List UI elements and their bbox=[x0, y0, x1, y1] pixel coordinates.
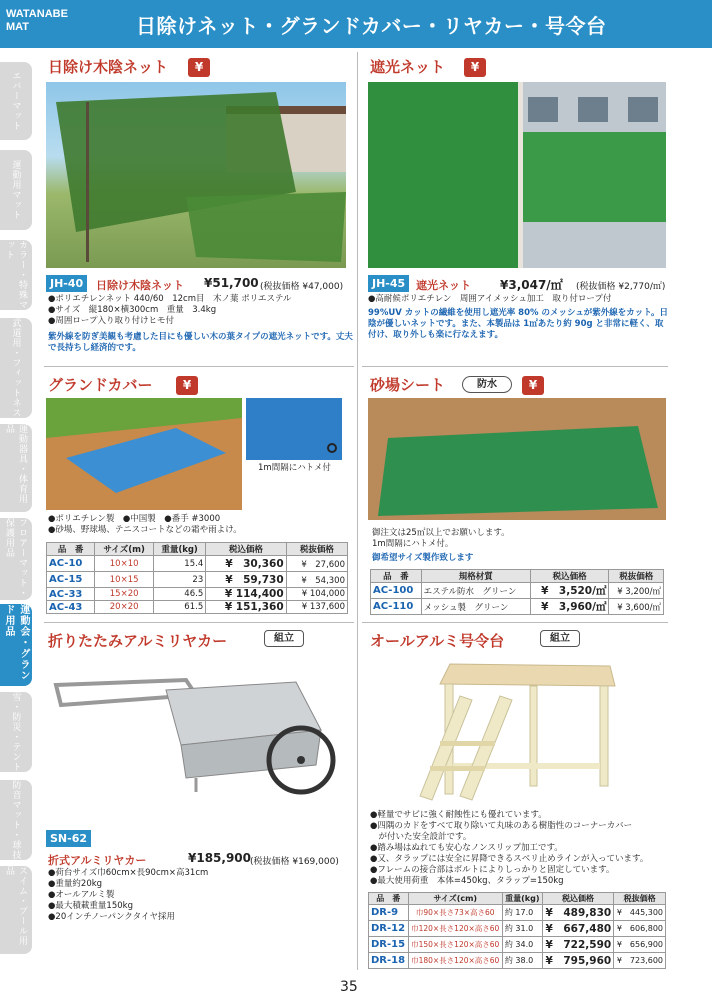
divider bbox=[362, 622, 668, 623]
sidebar-tab-5[interactable]: 運動器具・体育用品 bbox=[0, 424, 32, 512]
tax-exclusive-price: (税抜価格 ¥47,000) bbox=[260, 282, 344, 292]
product-photo bbox=[400, 656, 620, 804]
brand-logo: WATANABE MAT bbox=[6, 8, 68, 33]
assembly-badge: 組立 bbox=[264, 630, 304, 647]
price-tag-icon: ¥ bbox=[522, 376, 544, 395]
product-photo bbox=[46, 660, 346, 800]
table-row: AC-110 メッシュ製 グリーン ¥ 3,960/㎡ ¥ 3,600/㎡ bbox=[371, 599, 664, 615]
table-row: DR-18 巾180×長さ120×高さ60 約 38.0 ¥ 795,960 ¥ 723,600 bbox=[369, 953, 666, 969]
column-divider bbox=[357, 52, 358, 970]
price-tag-icon: ¥ bbox=[176, 376, 198, 395]
product-specs: ●軽量でサビに強く耐蝕性にも優れています。 ●四隅のカドをすべて取り除いて丸味のある樹脂性のコーナーカバー が付いた安全設計です。 ●踏み場はぬれても安心なノンスリップ加工です。 ●又、タラップには安全に昇降できるスベリ止めラインが入っています。 ●フレームの接合部はボルトによりしっかりと固定しています。 ●最大使用荷重 本体=450kg、タラップ=150kg bbox=[370, 810, 649, 886]
sidebar-tab-1[interactable]: エバーマット bbox=[0, 62, 32, 140]
product-photo bbox=[368, 398, 666, 520]
product-code: JH-40 bbox=[46, 275, 87, 292]
assembly-badge: 組立 bbox=[540, 630, 580, 647]
product-specs: ●ポリエチレンネット 440/60 12cm目 木ノ葉 ポリエステル ●サイズ 縦180×横300cm 重量 3.4kg ●周囲ロープ入り取り付けヒモ付 bbox=[48, 294, 292, 326]
product-photo bbox=[46, 398, 242, 510]
tax-exclusive-price: (税抜価格 ¥169,000) bbox=[250, 857, 339, 867]
product-price: ¥185,900 bbox=[188, 851, 252, 865]
page-title: 日除けネット・グランドカバー・リヤカー・号令台 bbox=[136, 14, 607, 38]
waterproof-badge: 防水 bbox=[462, 376, 512, 393]
table-row: AC-43 20×20 61.5 ¥ 151,360 ¥ 137,600 bbox=[47, 601, 348, 614]
product-specs: ●高耐候ポリエチレン 周囲アイメッシュ加工 取り付ロープ付 bbox=[368, 294, 612, 304]
product-name: 折式アルミリヤカー bbox=[48, 854, 147, 867]
section-title-sunaba: 砂場シート bbox=[370, 376, 446, 394]
section-title-riyaka: 折りたたみアルミリヤカー bbox=[48, 632, 228, 650]
section-title-ground: グランドカバー bbox=[48, 376, 153, 394]
divider bbox=[44, 622, 354, 623]
sidebar-tab-10[interactable]: スイム・プール用品 bbox=[0, 866, 32, 954]
sidebar-tab-6[interactable]: フロアーマット・保護用品 bbox=[0, 518, 32, 600]
product-name: 遮光ネット bbox=[416, 279, 471, 292]
tax-exclusive-price: (税抜価格 ¥2,770/㎡) bbox=[576, 282, 666, 292]
price-tag-icon: ¥ bbox=[464, 58, 486, 77]
price-tag-icon: ¥ bbox=[188, 58, 210, 77]
product-specs: ●ポリエチレン製 ●中国製 ●番手 #3000 ●砂場、野球場、テニスコートなどの霜や雨よけ。 bbox=[48, 514, 242, 535]
sidebar-tab-4[interactable]: 武道用・フィットネス bbox=[0, 318, 32, 418]
section-title-goreidai: オールアルミ号令台 bbox=[370, 632, 505, 650]
price-table-sunaba: 品 番 規格材質 税込価格 税抜価格 AC-100 エステル防水 グリーン ¥ 3,520/㎡ ¥ 3,200/㎡ AC-110 メッシュ製 グリーン ¥ 3,960/㎡ ¥ 3,600/㎡ bbox=[370, 569, 664, 615]
product-photo bbox=[46, 82, 346, 268]
product-price: ¥3,047/㎡ bbox=[500, 278, 563, 292]
sidebar-tab-active[interactable]: 運動会・グランド用品 bbox=[0, 604, 32, 686]
product-code: SN-62 bbox=[46, 830, 91, 847]
table-row: AC-100 エステル防水 グリーン ¥ 3,520/㎡ ¥ 3,200/㎡ bbox=[371, 583, 664, 599]
table-row: AC-10 10×10 15.4 ¥ 30,360 ¥ 27,600 bbox=[47, 556, 348, 572]
page-header bbox=[0, 0, 712, 48]
product-code: JH-45 bbox=[368, 275, 409, 292]
price-table-goreidai: 品 番 サイズ(cm) 重量(kg) 税込価格 税抜価格 DR-9 巾90×長さ73×高さ60 約 17.0 ¥ 489,830 ¥ 445,300 DR-12 巾120×長さ120×高さ60 約 31.0 ¥ 667,480 ¥ 606,800 DR-15 巾150×長さ120×高さ60 約 34.0 ¥ 722,590 ¥ 656,900 DR-18 巾180×長さ120×高さ60 約 38.0 ¥ 795,960 ¥ 723,600 bbox=[368, 892, 666, 969]
product-name: 日除け木陰ネット bbox=[96, 279, 184, 292]
sidebar-tab-8[interactable]: 雪・防災・テント bbox=[0, 692, 32, 772]
product-photo-detail bbox=[246, 398, 342, 460]
table-row: AC-15 10×15 23 ¥ 59,730 ¥ 54,300 bbox=[47, 572, 348, 588]
section-title-shako: 遮光ネット bbox=[370, 58, 446, 76]
custom-order-note: 御希望サイズ製作致します bbox=[372, 553, 474, 563]
product-photo bbox=[368, 82, 666, 268]
section-title-hiyoke: 日除け木陰ネット bbox=[48, 58, 169, 76]
sidebar-tab-2[interactable]: 運動用マット bbox=[0, 150, 32, 230]
product-price: ¥51,700 bbox=[204, 276, 259, 290]
product-specs: ●荷台サイズ巾60cm×長90cm×高31cm ●重量約20kg ●オールアルミ製 ●最大積載重量150kg ●20インチノーパンクタイヤ採用 bbox=[48, 868, 209, 922]
table-row: DR-12 巾120×長さ120×高さ60 約 31.0 ¥ 667,480 ¥ 606,800 bbox=[369, 921, 666, 937]
photo-caption: 1m間隔にハトメ付 bbox=[258, 463, 331, 473]
table-row: AC-33 15×20 46.5 ¥ 114,400 ¥ 104,000 bbox=[47, 588, 348, 601]
product-description: 紫外線を防ぎ美観も考慮した目にも優しい木の葉タイプの遮光ネットです。丈夫で長持ちし経済的です。 bbox=[48, 332, 353, 353]
table-row: DR-9 巾90×長さ73×高さ60 約 17.0 ¥ 489,830 ¥ 445,300 bbox=[369, 905, 666, 921]
price-table-ground: 品 番 サイズ(m) 重量(kg) 税込価格 税抜価格 AC-10 10×10 15.4 ¥ 30,360 ¥ 27,600 AC-15 10×15 23 ¥ 59,730 ¥ 54,300 AC-33 15×20 46.5 ¥ 114,400 ¥ 104,000 AC-43 20×20 61.5 ¥ 151,360 ¥ 137,600 bbox=[46, 542, 348, 614]
order-notes: 御注文は25㎡以上でお願いします。 1m間隔にハトメ付。 bbox=[372, 528, 510, 549]
table-row: DR-15 巾150×長さ120×高さ60 約 34.0 ¥ 722,590 ¥ 656,900 bbox=[369, 937, 666, 953]
divider bbox=[44, 366, 354, 367]
page-number: 35 bbox=[340, 979, 358, 995]
product-description: 99%UV カットの繊維を使用し遮光率 80% のメッシュが紫外線をカット。日陰が優しいネットです。また、本製品は 1㎡あたり約 90g と非常に軽く、取付け、取り外しも楽に行なえます。 bbox=[368, 308, 668, 340]
divider bbox=[362, 366, 668, 367]
sidebar-tab-3[interactable]: カラー・特殊マット bbox=[0, 240, 32, 310]
sidebar-tab-9[interactable]: 防音マット・球技 bbox=[0, 780, 32, 860]
